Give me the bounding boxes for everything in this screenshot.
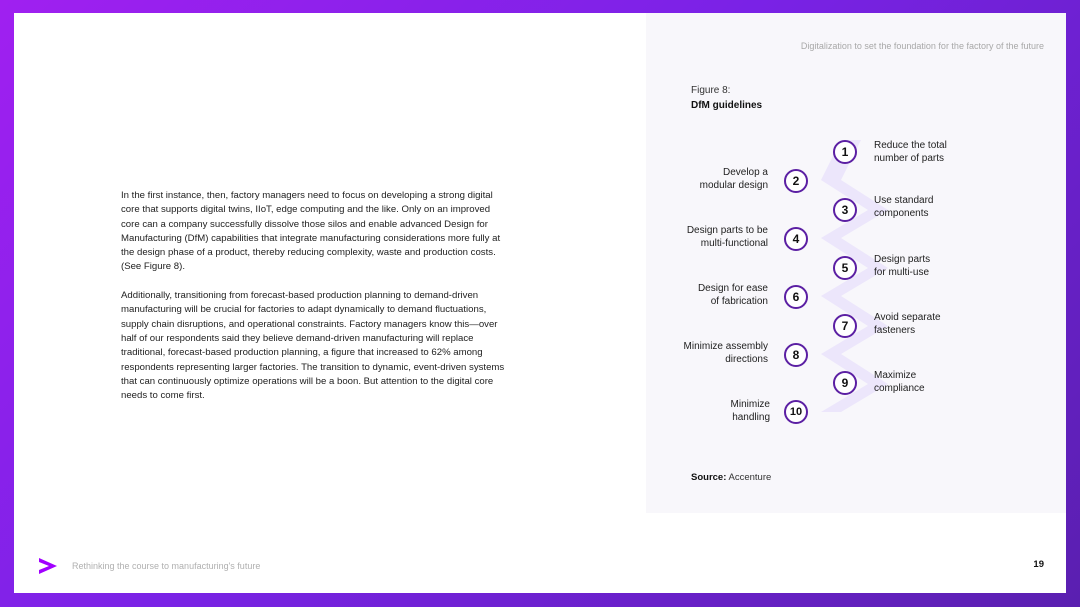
step-9-label-line1: Maximize (874, 370, 917, 381)
figure-label: Figure 8: (691, 85, 731, 96)
step-6-circle: 6 (784, 285, 808, 309)
step-1-circle: 1 (833, 140, 857, 164)
step-6-label-line1: Design for ease (697, 283, 768, 294)
step-4-label-line1: Design parts to be (686, 225, 768, 236)
step-8-label (628, 341, 768, 366)
step-6-label (628, 283, 768, 308)
step-10-label-line2: handling (732, 411, 770, 423)
figure-source (691, 472, 771, 483)
body-text (121, 189, 506, 418)
step-3-label-line2: components (874, 207, 929, 219)
page-number: 19 (1033, 559, 1044, 570)
step-4-circle: 4 (784, 227, 808, 251)
step-7-label-line1: Avoid separate (874, 312, 941, 323)
step-9-circle: 9 (833, 371, 857, 395)
paragraph-2: Additionally, transitioning from forecast-based production planning to demand-driven manufacturing will be crucial for factories to adapt dynamically to demand fluctuations, supply chain disruptions, and operational constraints. Factory managers know this—over half of our respondents said they believe demand-driven manufacturing will replace traditional, forecast-based production planning, a figure that increased to 62% among respondents representing larger factories. The transition to dynamic, event-driven systems that can continuously optimize operations will be a boon. But attention to the digital core needs to come first. (121, 290, 505, 402)
step-5-label-line2: for multi-use (874, 266, 930, 278)
step-4-label-line2: multi-functional (700, 237, 768, 249)
step-3-label-line1: Use standard (874, 195, 934, 206)
step-2-circle: 2 (784, 169, 808, 193)
footer-title: Rethinking the course to manufacturing's future (72, 561, 261, 571)
step-4-label (628, 225, 768, 250)
step-1-label (874, 140, 1014, 165)
step-10-label-line1: Minimize (730, 399, 770, 410)
step-3-label (874, 195, 1014, 220)
step-8-label-line2: directions (725, 353, 768, 365)
step-5-label (874, 254, 1014, 279)
step-6-label-line2: of fabrication (710, 295, 768, 307)
figure-title: DfM guidelines (691, 100, 763, 111)
source-value: Accenture (728, 472, 772, 483)
page (14, 13, 1066, 593)
step-5-circle: 5 (833, 256, 857, 280)
step-8-circle: 8 (784, 343, 808, 367)
step-2-label-line1: Develop a (722, 167, 768, 178)
step-1-label-line1: Reduce the total (874, 140, 947, 151)
step-7-label (874, 312, 1014, 337)
step-9-label (874, 370, 1014, 395)
running-header: Digitalization to set the foundation for the factory of the future (800, 41, 1044, 51)
step-1-label-line2: number of parts (874, 152, 945, 164)
step-7-label-line2: fasteners (874, 324, 916, 336)
step-7-circle: 7 (833, 314, 857, 338)
step-2-label (628, 167, 768, 192)
paragraph-1: In the first instance, then, factory managers need to focus on developing a strong digital core that supports digital twins, IIoT, edge computing and the like. Only on an improved core can a company successfully dissolve those silos and enable advanced Design for Manufacturing (DfM) capabilities that integrate manufacturing considerations more fully at the design phase of a product, thereby reducing complexity, waste and production costs. (See Figure 8). (121, 190, 501, 273)
accenture-chevron-icon (37, 555, 59, 577)
step-2-label-line2: modular design (699, 179, 768, 191)
step-3-circle: 3 (833, 198, 857, 222)
source-label: Source: (691, 472, 727, 483)
step-10-label (630, 399, 770, 424)
step-10-circle: 10 (784, 400, 808, 424)
step-5-label-line1: Design parts (874, 254, 931, 265)
step-8-label-line1: Minimize assembly (683, 341, 768, 352)
step-9-label-line2: compliance (874, 382, 925, 394)
